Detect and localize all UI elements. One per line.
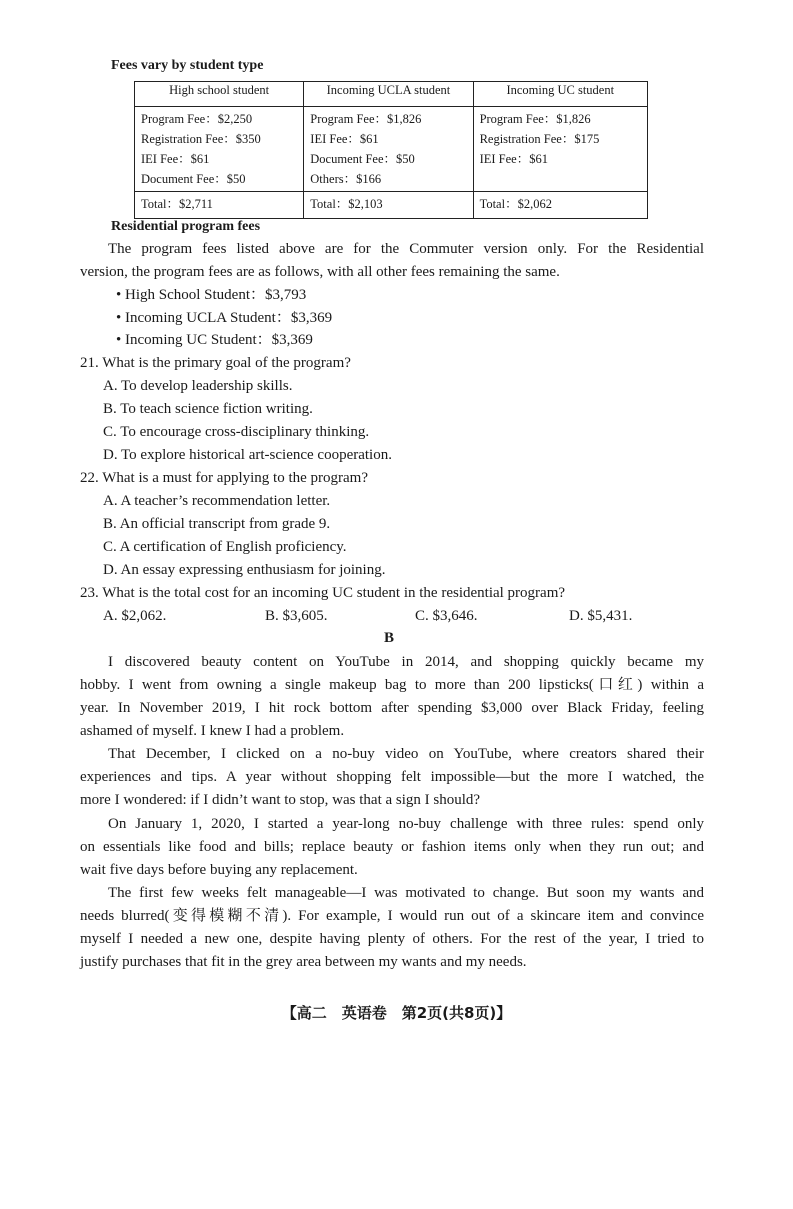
passage-paragraph: [80, 651, 704, 743]
page-footer: 【高二 英语卷 第2页(共8页)】: [281, 1004, 512, 1022]
question-option: C. To encourage cross-disciplinary thinking.: [103, 424, 370, 440]
paragraph-line: hobby. I went from owning a single makeup bag to more than 200 lipsticks(口红) within a: [80, 677, 704, 693]
question-option: A. A teacher’s recommendation letter.: [103, 493, 331, 509]
paragraph-line: On January 1, 2020, I started a year-long no-buy challenge with three rules: spend only: [108, 816, 704, 832]
total-ucla: Total：$2,103: [304, 192, 473, 219]
fees-cell-high-school: [135, 107, 304, 192]
table-total-row: [135, 192, 648, 219]
question-option: C. $3,646.: [415, 608, 478, 624]
fee-line: IEI Fee：$61: [479, 152, 548, 166]
paragraph-line: justify purchases that fit in the grey area between my wants and my needs.: [80, 954, 527, 970]
header-ucla: Incoming UCLA student: [304, 82, 473, 107]
paragraph-line: version, the program fees are as follows, with all other fees remaining the same.: [80, 264, 560, 280]
paragraph-line: That December, I clicked on a no-buy video on YouTube, where creators shared their: [108, 746, 704, 762]
fees-table: [134, 81, 648, 219]
table-row: [135, 107, 648, 192]
header-uc: Incoming UC student: [473, 82, 647, 107]
question-option: B. To teach science fiction writing.: [103, 401, 313, 417]
bullet-item: • Incoming UCLA Student：$3,369: [116, 310, 333, 326]
header-high-school: High school student: [135, 82, 304, 107]
question-option: C. A certification of English proficiency.: [103, 539, 347, 555]
total-uc: Total：$2,062: [473, 192, 647, 219]
paragraph-line: experiences and tips. A year without shopping felt impossible—but the more I watched, the: [80, 769, 704, 785]
question-option: D. An essay expressing enthusiasm for joining.: [103, 562, 386, 578]
passage-paragraph: [80, 882, 704, 974]
paragraph-line: The first few weeks felt manageable—I was motivated to change. But soon my wants and: [108, 885, 704, 901]
question-option: B. An official transcript from grade 9.: [103, 516, 331, 532]
paragraph-line: year. In November 2019, I hit rock bottom after spending $3,000 over Black Friday, feeling: [80, 700, 704, 716]
fee-line: Document Fee：$50: [141, 172, 246, 186]
fee-line: IEI Fee：$61: [141, 152, 210, 166]
paragraph-line: on essentials like food and bills; replace beauty or fashion items only when they run out; and: [80, 839, 704, 855]
question-option: D. $5,431.: [569, 608, 633, 624]
section-b-label: B: [384, 630, 395, 646]
passage-paragraph: [80, 813, 704, 882]
paragraph-line: more I wondered: if I didn’t want to stop, was that a sign I should?: [80, 792, 481, 808]
paragraph-line: needs blurred(变得模糊不清). For example, I would run out of a skincare item and convince: [80, 908, 704, 924]
question-option: A. To develop leadership skills.: [103, 378, 293, 394]
fee-line: Others：$166: [310, 172, 382, 186]
question-option: D. To explore historical art-science cooperation.: [103, 447, 392, 463]
fees-cell-ucla: [304, 107, 473, 192]
fees-cell-uc: [473, 107, 647, 192]
fee-line: Document Fee：$50: [310, 152, 415, 166]
total-high-school: Total：$2,711: [135, 192, 304, 219]
fee-line: IEI Fee：$61: [310, 132, 379, 146]
question-21-stem: 21. What is the primary goal of the program?: [80, 355, 351, 371]
bullet-item: • High School Student：$3,793: [116, 287, 307, 303]
residential-heading: Residential program fees: [111, 219, 261, 234]
question-23-stem: 23. What is the total cost for an incoming UC student in the residential program?: [80, 585, 566, 601]
fee-line: [480, 169, 641, 189]
fee-line: Program Fee：$1,826: [310, 112, 422, 126]
question-option: B. $3,605.: [265, 608, 328, 624]
fee-line: Registration Fee：$175: [479, 132, 600, 146]
residential-paragraph: [80, 238, 704, 284]
fee-line: Program Fee：$2,250: [141, 112, 253, 126]
question-option: A. $2,062.: [103, 608, 167, 624]
question-22-stem: 22. What is a must for applying to the program?: [80, 470, 368, 486]
fee-line: Program Fee：$1,826: [479, 112, 591, 126]
bullet-item: • Incoming UC Student：$3,369: [116, 332, 313, 348]
paragraph-line: wait five days before buying any replacement.: [80, 862, 358, 878]
passage-paragraph: [80, 743, 704, 812]
paragraph-line: I discovered beauty content on YouTube in 2014, and shopping quickly became my: [108, 654, 704, 670]
table-header-row: [135, 82, 648, 107]
fees-heading: Fees vary by student type: [111, 58, 264, 73]
paragraph-line: The program fees listed above are for the Commuter version only. For the Residential: [108, 241, 704, 257]
paragraph-line: myself I needed a new one, despite having plenty of others. For the rest of the year, I tried to: [80, 931, 704, 947]
fee-line: Registration Fee：$350: [141, 132, 261, 146]
paragraph-line: ashamed of myself. I knew I had a problem.: [80, 723, 345, 739]
